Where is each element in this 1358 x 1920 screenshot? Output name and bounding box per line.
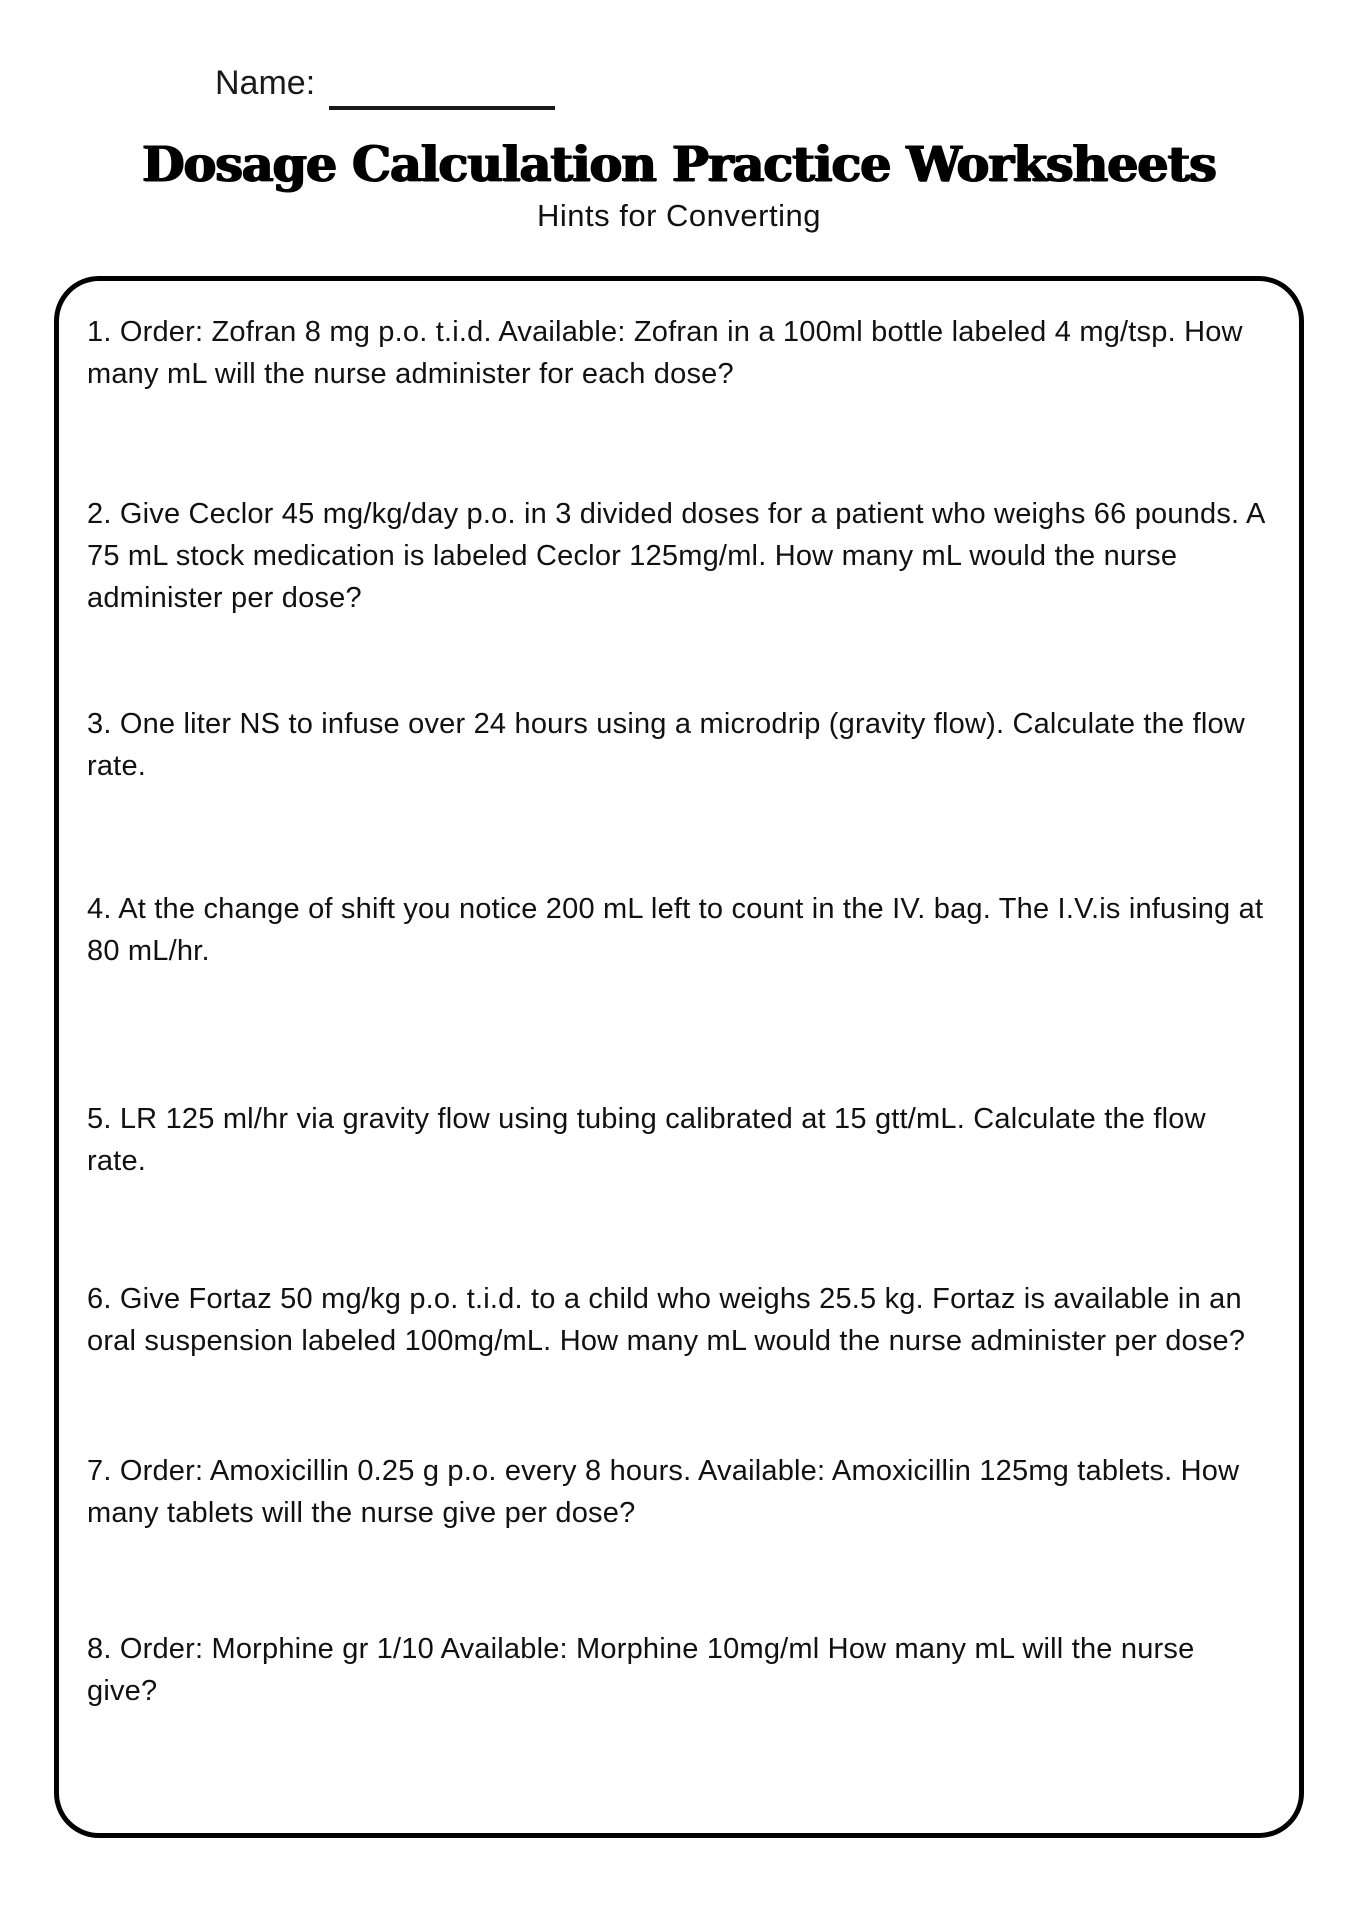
questions-box bbox=[54, 276, 1304, 1838]
question-5: 5. LR 125 ml/hr via gravity flow using tubing calibrated at 15 gtt/mL. Calculate the flow rate. bbox=[87, 1103, 1206, 1177]
question-3: 3. One liter NS to infuse over 24 hours using a microdrip (gravity flow). Calculate the flow rate. bbox=[87, 708, 1245, 782]
question-7: 7. Order: Amoxicillin 0.25 g p.o. every 8 hours. Available: Amoxicillin 125mg tablets. How many tablets will the nurse give per dose? bbox=[87, 1455, 1240, 1529]
question-8: 8. Order: Morphine gr 1/10 Available: Morphine 10mg/ml How many mL will the nurse give? bbox=[87, 1633, 1195, 1707]
question-4: 4. At the change of shift you notice 200 mL left to count in the IV. bag. The I.V.is infusing at 80 mL/hr. bbox=[87, 893, 1264, 967]
question-1: 1. Order: Zofran 8 mg p.o. t.i.d. Available: Zofran in a 100ml bottle labeled 4 mg/tsp. How many mL will the nurse administer for each dose? bbox=[87, 316, 1243, 390]
question-6: 6. Give Fortaz 50 mg/kg p.o. t.i.d. to a child who weighs 25.5 kg. Fortaz is available in an oral suspension labeled 100mg/mL. How many mL would the nurse administer per dose? bbox=[87, 1283, 1246, 1357]
page-title: Dosage Calculation Practice Worksheets bbox=[142, 135, 1216, 193]
name-row bbox=[0, 0, 1358, 102]
name-label: Name: bbox=[215, 64, 316, 102]
question-2: 2. Give Ceclor 45 mg/kg/day p.o. in 3 divided doses for a patient who weighs 66 pounds. A 75 mL stock medication is labeled Ceclor 125mg/ml. How many mL would the nurse administer per dose? bbox=[87, 498, 1264, 614]
page-subtitle: Hints for Converting bbox=[537, 198, 821, 233]
name-input-line[interactable] bbox=[329, 76, 555, 110]
